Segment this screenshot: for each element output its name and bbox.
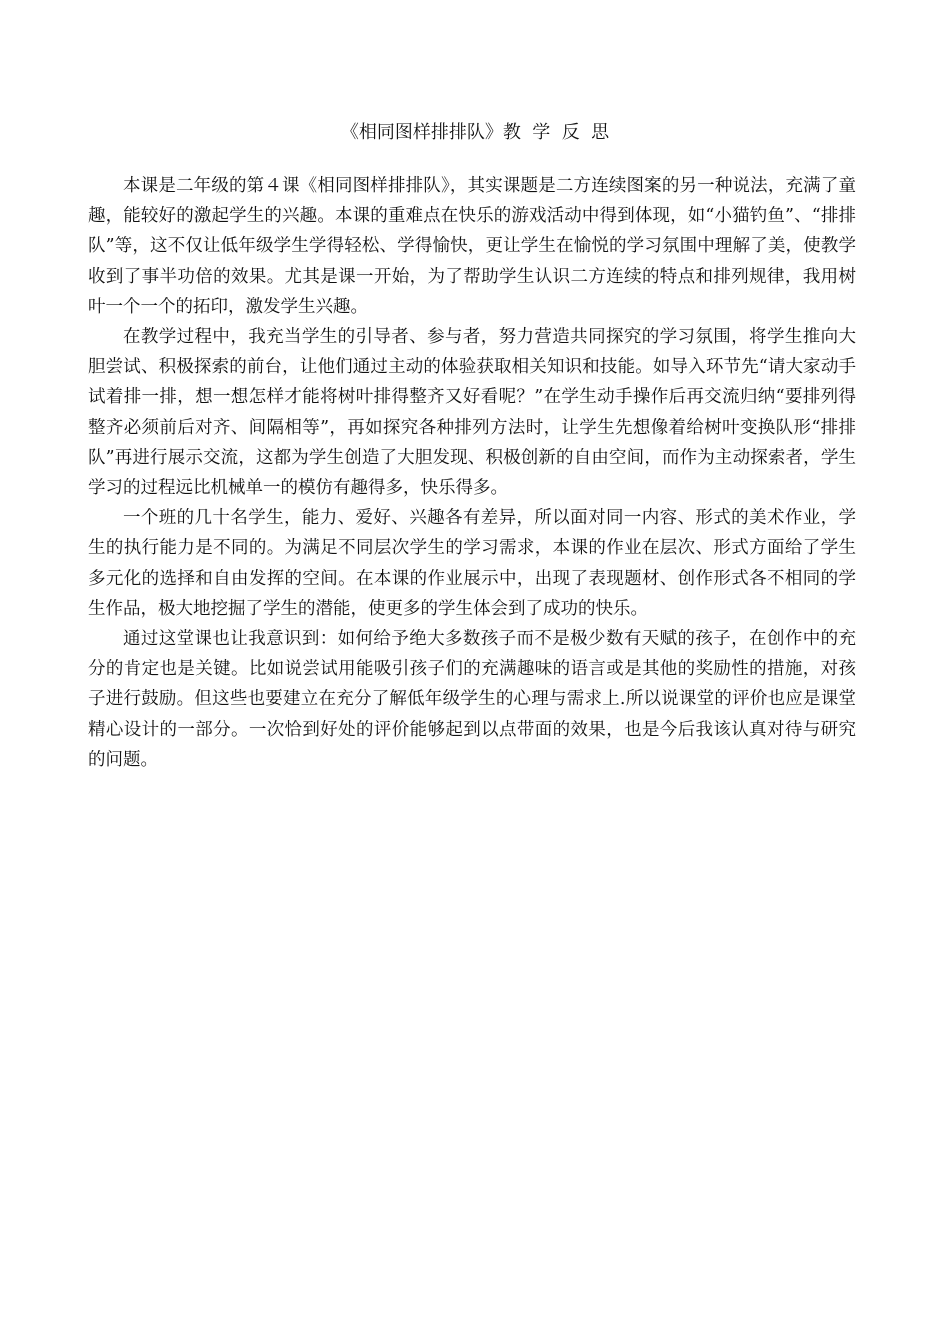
paragraph-2: 在教学过程中，我充当学生的引导者、参与者，努力营造共同探究的学习氛围，将学生推向大胆尝试、积极探索的前台，让他们通过主动的体验获取相关知识和技能。如导入环节先“请大家动手试着排一排，想一想怎样才能将树叶排得整齐又好看呢？”在学生动手操作后再交流归纳“要排列得整齐必须前后对齐、间隔相等”，再如探究各种排列方法时，让学生先想像着给树叶变换队形“排排队”再进行展示交流，这都为学生创造了大胆发现、积极创新的自由空间，而作为主动探索者，学生学习的过程远比机械单一的模仿有趣得多，快乐得多。	[88, 327, 856, 499]
paragraph-3: 一个班的几十名学生，能力、爱好、兴趣各有差异，所以面对同一内容、形式的美术作业，学生的执行能力是不同的。为满足不同层次学生的学习需求，本课的作业在层次、形式方面给了学生多元化的选择和自由发挥的空间。在本课的作业展示中，出现了表现题材、创作形式各不相同的学生作品，极大地挖掘了学生的潜能，使更多的学生体会到了成功的快乐。	[88, 508, 856, 619]
document-title: 《相同图样排排队》教 学 反 思	[340, 122, 610, 143]
paragraph-1: 本课是二年级的第４课《相同图样排排队》，其实课题是二方连续图案的另一种说法，充满了童趣，能较好的激起学生的兴趣。本课的重难点在快乐的游戏活动中得到体现，如“小猫钓鱼”、“排排队”等，这不仅让低年级学生学得轻松、学得愉快，更让学生在愉悦的学习氛围中理解了美，使教学收到了事半功倍的效果。尤其是课一开始，为了帮助学生认识二方连续的特点和排列规律，我用树叶一个一个的拓印，激发学生兴趣。	[88, 176, 856, 317]
paragraph-4: 通过这堂课也让我意识到：如何给予绝大多数孩子而不是极少数有天赋的孩子，在创作中的充分的肯定也是关键。比如说尝试用能吸引孩子们的充满趣味的语言或是其他的奖励性的措施，对孩子进行鼓励。但这些也要建立在充分了解低年级学生的心理与需求上.所以说课堂的评价也应是课堂精心设计的一部分。一次恰到好处的评价能够起到以点带面的效果，也是今后我该认真对待与研究的问题。	[88, 629, 856, 770]
document-body	[88, 171, 856, 775]
